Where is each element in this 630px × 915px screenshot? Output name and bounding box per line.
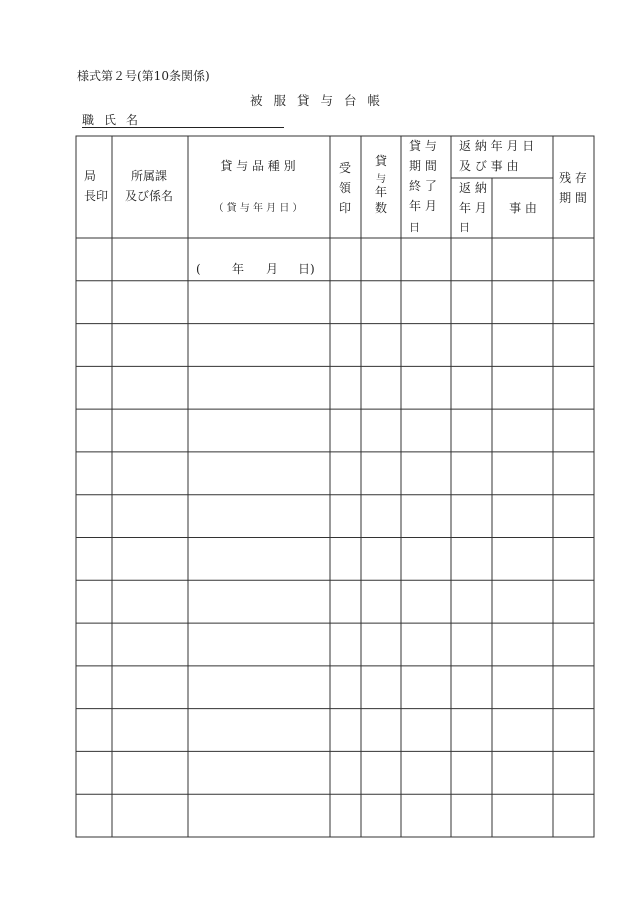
hdr-period-5: 日 bbox=[409, 221, 420, 234]
page-title: 被服貸与台帳 bbox=[249, 93, 391, 108]
hdr-item-type: 貸 与 品 種 別 bbox=[220, 159, 296, 173]
hdr-reason: 事 由 bbox=[509, 201, 537, 215]
hdr-return-date-1: 返 納 bbox=[459, 181, 487, 195]
hdr-remaining-1: 残 存 bbox=[559, 171, 587, 185]
hdr-period-3: 終 了 bbox=[409, 179, 437, 193]
row1-date-open: ( bbox=[196, 262, 201, 276]
row1-year: 年 bbox=[232, 262, 245, 276]
hdr-period-2: 期 間 bbox=[409, 159, 437, 173]
hdr-years-4: 数 bbox=[374, 201, 388, 215]
hdr-dept-2: 及び係名 bbox=[124, 189, 174, 203]
hdr-receipt-3: 印 bbox=[338, 201, 352, 215]
row1-day-close: 日) bbox=[298, 262, 315, 276]
hdr-receipt-1: 受 bbox=[338, 161, 352, 175]
hdr-remaining-2: 期 間 bbox=[559, 191, 587, 205]
hdr-station-2: 長印 bbox=[84, 189, 109, 203]
hdr-return-date-3: 日 bbox=[459, 221, 470, 234]
hdr-period-4: 年 月 bbox=[409, 199, 437, 213]
hdr-years-2: 与 bbox=[376, 174, 386, 185]
hdr-item-date: （ 貸 与 年 月 日 ） bbox=[213, 203, 303, 214]
row1-month: 月 bbox=[266, 262, 279, 276]
hdr-dept-1: 所属課 bbox=[130, 169, 168, 183]
table-headers bbox=[84, 138, 587, 276]
hdr-return-2: 及 び 事 由 bbox=[459, 159, 519, 173]
hdr-station-1: 局 bbox=[84, 169, 97, 183]
form-reference: 様式第２号(第10条関係) bbox=[77, 69, 210, 83]
hdr-return-date-2: 年 月 bbox=[459, 201, 487, 215]
hdr-period-1: 貸 与 bbox=[409, 139, 437, 153]
hdr-years-1: 貸 bbox=[374, 154, 388, 168]
table-border bbox=[76, 136, 594, 837]
hdr-years-3: 年 bbox=[374, 185, 388, 199]
hdr-return-1: 返 納 年 月 日 bbox=[459, 139, 535, 153]
table-grid bbox=[76, 136, 594, 837]
name-label: 職氏名 bbox=[82, 113, 149, 127]
hdr-receipt-2: 領 bbox=[338, 181, 352, 195]
